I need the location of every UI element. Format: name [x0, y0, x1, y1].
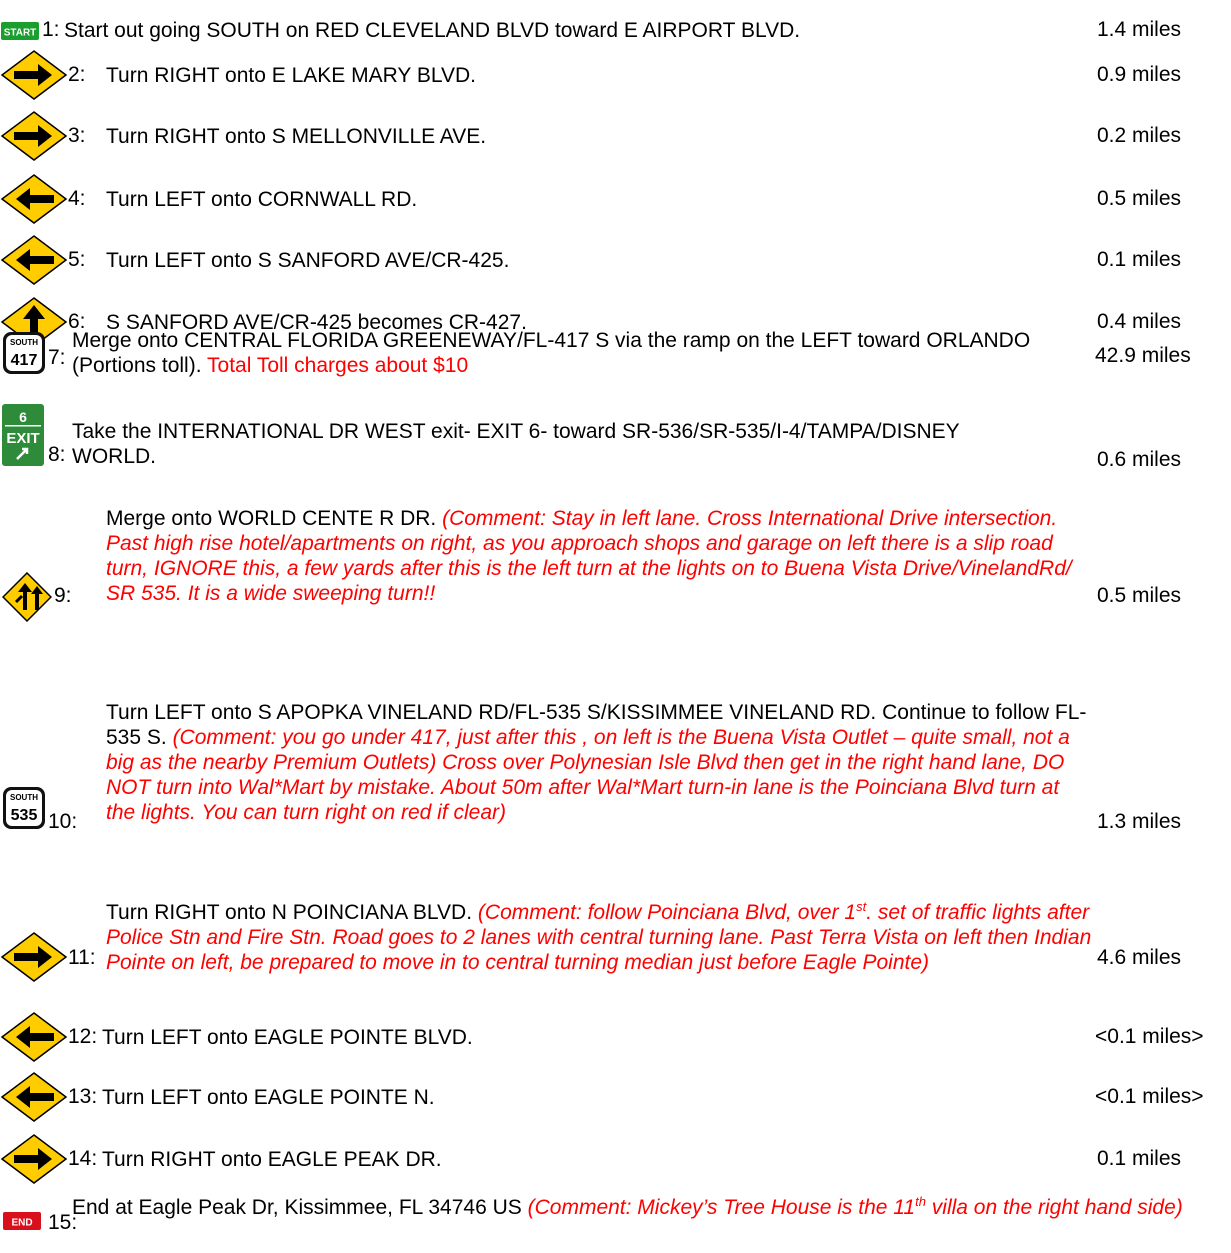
step-text: Turn RIGHT onto N POINCIANA BLVD. — [106, 901, 473, 924]
step-number: 13: — [68, 1085, 98, 1108]
step-text: Merge onto WORLD CENTE R DR. — [106, 507, 437, 530]
direction-step — [0, 900, 1231, 1010]
exit-word: EXIT — [6, 430, 40, 447]
step-distance: 0.9 miles — [1097, 63, 1182, 86]
start-badge-label: START — [3, 27, 37, 39]
step-text: S SANFORD AVE/CR-425 becomes CR-427. — [106, 311, 527, 334]
shield-route-number: 417 — [10, 352, 38, 369]
turn-right-sign-icon — [0, 111, 68, 161]
step-text: End at Eagle Peak Dr, Kissimmee, FL 34746 US — [72, 1196, 522, 1219]
step-number: 3: — [68, 124, 86, 147]
turn-right-sign-icon — [0, 50, 68, 100]
step-distance: 0.5 miles — [1097, 187, 1182, 210]
step-distance: <0.1 miles> — [1095, 1085, 1204, 1108]
step-text: Turn LEFT onto S SANFORD AVE/CR-425. — [106, 249, 510, 272]
step-number: 14: — [68, 1147, 98, 1170]
step-number: 15: — [48, 1211, 78, 1234]
shield-direction-label: SOUTH — [10, 793, 38, 802]
step-text: Take the INTERNATIONAL DR WEST exit- EXIT 6- toward SR-536/SR-535/I-4/TAMPA/DISNEY WORLD. — [72, 420, 960, 468]
turn-left-sign-icon — [0, 1072, 68, 1122]
direction-step — [0, 1134, 1231, 1184]
end-badge-label: END — [11, 1217, 33, 1229]
direction-step — [0, 700, 1231, 885]
direction-step — [0, 50, 1231, 100]
step-text: Turn LEFT onto EAGLE POINTE N. — [102, 1086, 435, 1109]
step-comment: (Comment: Stay in left lane. Cross International Drive intersection. Past high rise hotel/apartments on right, as you approach shops and garage on left there is a slip road turn, IGNORE this, a few yards after this is the left turn at the lights on to Buena Vista Drive/VinelandRd/ SR 535. It is a wide sweeping turn!! — [106, 507, 1072, 605]
direction-step — [0, 1072, 1231, 1122]
step-text: Turn LEFT onto S APOPKA VINELAND RD/FL-535 S/KISSIMMEE VINELAND RD. Continue to follow FL-535 S. — [106, 701, 1087, 749]
step-number: 7: — [48, 346, 66, 369]
step-comment: (Comment: you go under 417, just after this , on left is the Buena Vista Outlet – quite small, not a big as the nearby Premium Outlets) Cross over Polynesian Isle Blvd then get in the right hand lane, DO NOT turn into Wal*Mart by mistake. About 50m after Wal*Mart turn-in lane is the Poinciana Blvd turn at the lights. You can turn right on red if clear) — [106, 726, 1070, 824]
direction-step — [0, 1193, 1231, 1251]
start-icon — [0, 21, 40, 41]
step-number: 11: — [68, 946, 96, 969]
step-distance: 42.9 miles — [1095, 344, 1191, 367]
step-text-block — [72, 1195, 1222, 1220]
step-number: 9: — [54, 584, 72, 607]
step-number: 8: — [48, 443, 66, 466]
direction-step — [0, 1012, 1231, 1062]
direction-step — [0, 393, 1231, 473]
step-text: Turn LEFT onto CORNWALL RD. — [106, 188, 418, 211]
step-number: 12: — [68, 1025, 98, 1048]
turn-left-sign-icon — [0, 1012, 68, 1062]
direction-step — [0, 111, 1231, 161]
step-text: Merge onto CENTRAL FLORIDA GREENEWAY/FL-417 S via the ramp on the LEFT toward ORLANDO (Portions toll). — [72, 329, 1031, 377]
step-text-block — [72, 328, 1092, 378]
shield-route-number: 535 — [10, 807, 38, 824]
step-text-block — [106, 506, 1091, 606]
step-distance: 0.4 miles — [1097, 310, 1182, 333]
step-number: 6: — [68, 310, 86, 333]
turn-right-sign-icon — [0, 1134, 68, 1184]
direction-step — [0, 18, 1231, 46]
step-text-block — [106, 700, 1094, 825]
turn-left-sign-icon — [0, 174, 68, 224]
step-distance: 0.2 miles — [1097, 124, 1182, 147]
step-comment: (Comment: follow Poinciana Blvd, over 1st. set of traffic lights after Police Stn and Fire Stn. Road goes to 2 lanes with central turning lane. Past Terra Vista on left then Indian Pointe on left, be prepared to move in to central turning median just before Eagle Pointe) — [106, 899, 1092, 974]
step-distance: 0.1 miles — [1097, 1147, 1182, 1170]
step-number: 1: — [42, 18, 60, 41]
highway-417-shield-icon — [2, 331, 46, 375]
step-number: 2: — [68, 63, 86, 86]
step-text: Turn RIGHT onto S MELLONVILLE AVE. — [106, 125, 487, 148]
toll-note: Total Toll charges about $10 — [207, 354, 469, 377]
highway-535-shield-icon — [2, 786, 46, 830]
shield-direction-label: SOUTH — [10, 338, 38, 347]
direction-step — [0, 174, 1231, 224]
step-distance: 1.3 miles — [1097, 810, 1182, 833]
step-distance: <0.1 miles> — [1095, 1025, 1204, 1048]
exit-number: 6 — [19, 409, 27, 425]
step-comment: (Comment: Mickey’s Tree House is the 11th villa on the right hand side) — [527, 1194, 1183, 1219]
step-distance: 0.5 miles — [1097, 584, 1182, 607]
direction-step — [0, 506, 1231, 676]
turn-left-sign-icon — [0, 235, 68, 285]
direction-step — [0, 235, 1231, 285]
step-text-block — [106, 900, 1094, 975]
step-text: Turn RIGHT onto E LAKE MARY BLVD. — [106, 64, 476, 87]
end-icon — [2, 1211, 42, 1231]
step-number: 10: — [48, 810, 78, 833]
step-text: Turn LEFT onto EAGLE POINTE BLVD. — [102, 1026, 473, 1049]
step-number: 5: — [68, 248, 86, 271]
turn-right-sign-icon — [0, 932, 68, 982]
step-text: Start out going SOUTH on RED CLEVELAND BLVD toward E AIRPORT BLVD. — [64, 19, 801, 42]
direction-step — [0, 328, 1231, 382]
step-distance: 0.1 miles — [1097, 248, 1182, 271]
step-text: Turn RIGHT onto EAGLE PEAK DR. — [102, 1148, 442, 1171]
step-distance: 0.6 miles — [1097, 448, 1182, 471]
step-distance: 4.6 miles — [1097, 946, 1182, 969]
step-number: 4: — [68, 187, 86, 210]
step-distance: 1.4 miles — [1097, 18, 1182, 41]
merge-sign-icon — [2, 572, 52, 622]
exit-sign-icon — [1, 403, 45, 467]
